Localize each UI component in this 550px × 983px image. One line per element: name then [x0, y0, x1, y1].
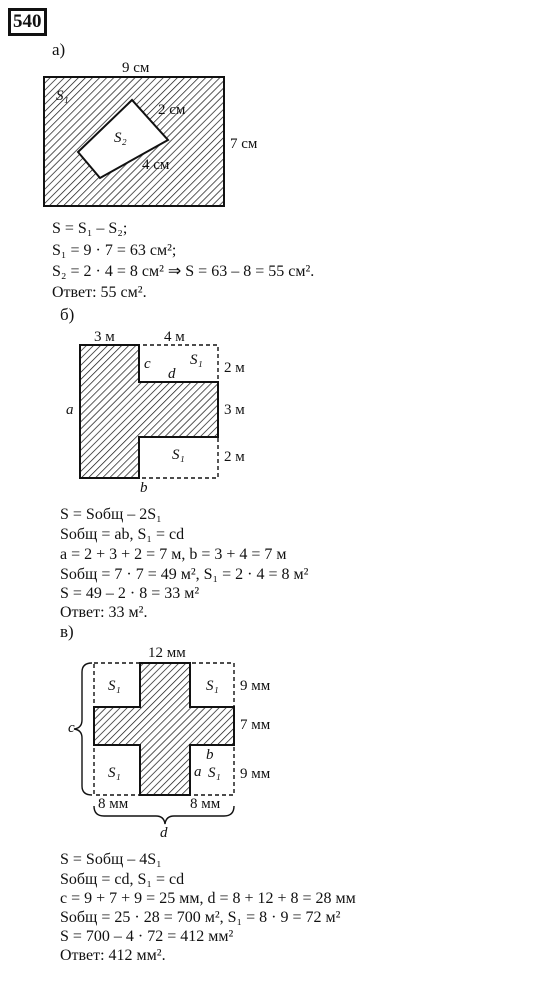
part-c-label: в)	[60, 622, 74, 641]
part-c-line-3: c = 9 + 7 + 9 = 25 мм, d = 8 + 12 + 8 = 28 мм	[60, 890, 356, 907]
part-c-line-4: Sобщ = 25 · 28 = 700 м², S₁ = 8 · 9 = 72 м²	[60, 909, 341, 926]
letter-c-c: c	[68, 720, 75, 736]
letter-b-c: b	[206, 747, 214, 763]
problem-number: 540	[8, 8, 47, 36]
s1-bottom-right-c: S₁	[208, 765, 221, 781]
part-a-line-2: S₁ = 9 · 7 = 63 см²;	[52, 242, 177, 259]
part-c-line-5: S = 700 – 4 · 72 = 412 мм²	[60, 928, 234, 945]
letter-d-c: d	[160, 825, 168, 841]
letter-a-b: a	[66, 402, 74, 418]
top-left-dim-b: 3 м	[94, 329, 115, 345]
part-b-line-3: a = 2 + 3 + 2 = 7 м, b = 3 + 4 = 7 м	[60, 546, 287, 563]
part-a-line-1: S = S₁ – S₂;	[52, 220, 128, 237]
right-mid-dim-c: 7 мм	[240, 717, 271, 733]
s1-top-label-b: S₁	[190, 352, 203, 368]
part-b-line-1: S = Sобщ – 2S₁	[60, 506, 162, 523]
letter-c-b: c	[144, 356, 151, 372]
top-right-dim-b: 4 м	[164, 329, 185, 345]
brace-c	[74, 663, 92, 795]
s1-bottom-label-b: S₁	[172, 447, 185, 463]
part-b-line-2: Sобщ = ab, S₁ = cd	[60, 526, 185, 543]
inner-width-label-a: 2 см	[158, 102, 186, 118]
right-bot-dim-c: 9 мм	[240, 766, 271, 782]
part-a-label: а)	[52, 40, 66, 59]
bottom-left-dim-c: 8 мм	[98, 796, 129, 812]
right-mid-dim-b: 3 м	[224, 402, 245, 418]
s2-label-a: S₂	[114, 130, 127, 146]
s1-top-left-c: S₁	[108, 678, 121, 694]
part-c-line-1: S = Sобщ – 4S₁	[60, 851, 162, 868]
part-b-answer: Ответ: 33 м².	[60, 604, 148, 621]
right-top-dim-c: 9 мм	[240, 678, 271, 694]
s1-top-right-c: S₁	[206, 678, 219, 694]
bottom-right-dim-c: 8 мм	[190, 796, 221, 812]
right-top-dim-b: 2 м	[224, 360, 245, 376]
part-a-line-3: S₂ = 2 · 4 = 8 см² ⇒ S = 63 – 8 = 55 см².	[52, 263, 315, 280]
part-b-line-4: Sобщ = 7 · 7 = 49 м², S₁ = 2 · 4 = 8 м²	[60, 566, 309, 583]
s1-bottom-left-c: S₁	[108, 765, 121, 781]
letter-b-b: b	[140, 480, 148, 496]
letter-a-c: a	[194, 764, 202, 780]
width-label-a: 9 см	[122, 60, 150, 76]
part-a-answer: Ответ: 55 см².	[52, 284, 147, 301]
part-b-label: б)	[60, 305, 75, 324]
part-c-line-2: Sобщ = cd, S₁ = cd	[60, 871, 185, 888]
figure-a	[44, 77, 224, 206]
part-c-answer: Ответ: 412 мм².	[60, 947, 166, 964]
s1-label-a: S₁	[56, 88, 69, 104]
inner-length-label-a: 4 см	[142, 157, 170, 173]
height-label-a: 7 см	[230, 136, 258, 152]
right-bot-dim-b: 2 м	[224, 449, 245, 465]
part-b-line-5: S = 49 – 2 · 8 = 33 м²	[60, 585, 200, 602]
letter-d-b: d	[168, 366, 176, 382]
top-dim-c: 12 мм	[148, 645, 186, 661]
